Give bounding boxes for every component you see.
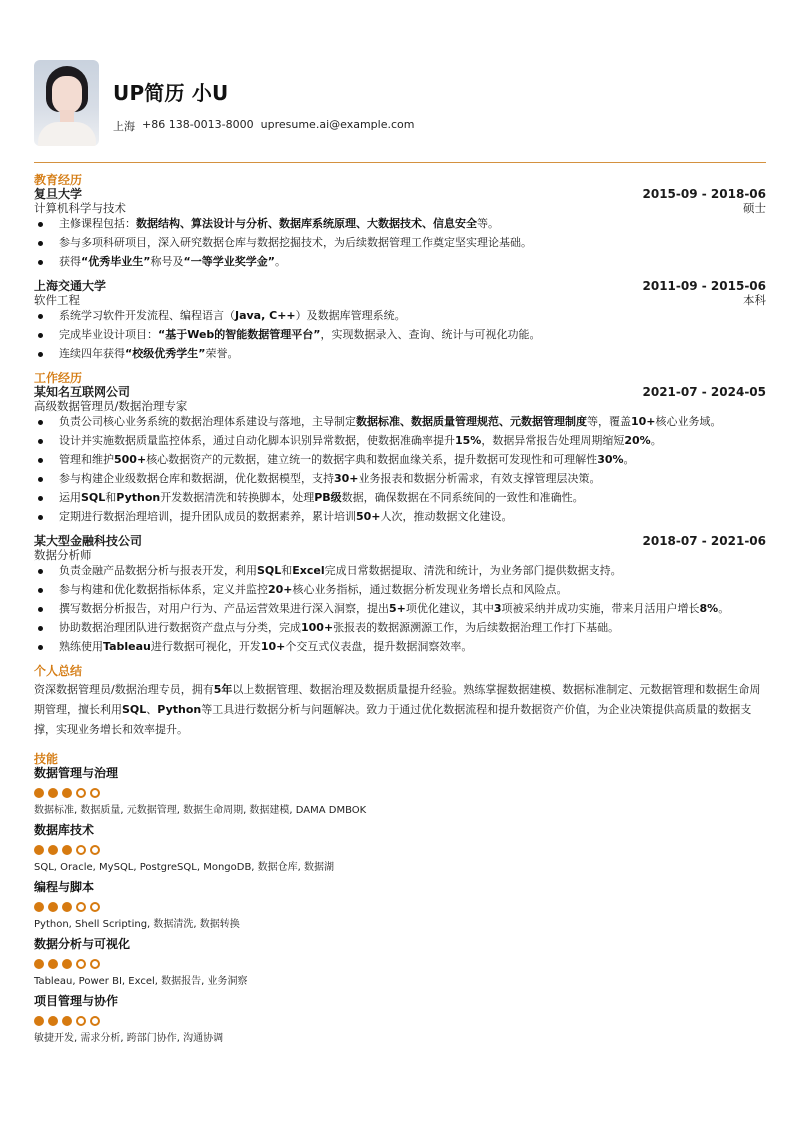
company-name: 某大型金融科技公司 <box>34 534 143 548</box>
empty-dot-icon <box>90 845 100 855</box>
skill-level-rating <box>34 845 766 855</box>
entry-subline <box>34 293 766 307</box>
work-entry <box>34 385 766 524</box>
date-range: 2018-07 - 2021-06 <box>642 534 766 548</box>
filled-dot-icon <box>62 959 72 969</box>
filled-dot-icon <box>48 845 58 855</box>
major: 计算机科学与技术 <box>34 201 126 215</box>
skill-item <box>34 994 766 1045</box>
bullet-item: 设计并实施数据质量监控体系，通过自动化脚本识别异常数据，使数据准确率提升15%，数据异常报告处理周期缩短20%。 <box>34 434 766 448</box>
skills-section <box>34 752 766 1045</box>
school-name: 上海交通大学 <box>34 279 107 293</box>
skill-name: 编程与脚本 <box>34 880 95 894</box>
skill-name: 数据管理与治理 <box>34 766 119 780</box>
summary-text: 资深数据管理员/数据治理专员，拥有5年以上数据管理、数据治理及数据质量提升经验。熟练掌握数据建模、数据标准制定、元数据管理和数据生命周期管理，擅长利用SQL、Python等工具进行数据分析与问题解决。致力于通过优化数据流程和提升数据资产价值，为企业决策提供高质量的数据支撑，实现业务增长和效率提升。 <box>34 683 761 736</box>
bullet-item: 运用SQL和Python开发数据清洗和转换脚本，处理PB级数据，确保数据在不同系统间的一致性和准确性。 <box>34 491 766 505</box>
skill-keywords: 数据标准, 数据质量, 元数据管理, 数据生命周期, 数据建模, DAMA DMBOK <box>34 805 367 816</box>
bullet-item: 管理和维护500+核心数据资产的元数据，建立统一的数据字典和数据血缘关系，提升数据可发现性和可理解性30%。 <box>34 453 766 467</box>
section-title-education: 教育经历 <box>34 173 83 187</box>
bullet-item: 撰写数据分析报告，对用户行为、产品运营效果进行深入洞察，提出5+项优化建议，其中3项被采纳并成功实施，带来月活用户增长8%。 <box>34 602 766 616</box>
skill-keywords: SQL, Oracle, MySQL, PostgreSQL, MongoDB, 数据仓库, 数据湖 <box>34 862 335 873</box>
entry-subline <box>34 201 766 215</box>
bullet-list <box>34 217 766 269</box>
bullet-item: 负责公司核心业务系统的数据治理体系建设与落地，主导制定数据标准、数据质量管理规范、元数据管理制度等，覆盖10+核心业务域。 <box>34 415 766 429</box>
date-range: 2021-07 - 2024-05 <box>642 385 766 399</box>
filled-dot-icon <box>34 959 44 969</box>
bullet-item: 定期进行数据治理培训，提升团队成员的数据素养，累计培训50+人次，推动数据文化建设。 <box>34 510 766 524</box>
skill-keywords: Python, Shell Scripting, 数据清洗, 数据转换 <box>34 919 240 930</box>
contact-line <box>113 118 414 134</box>
skill-level-rating <box>34 788 766 798</box>
entry-subline <box>34 399 766 413</box>
skill-name: 数据分析与可视化 <box>34 937 131 951</box>
bullet-item: 协助数据治理团队进行数据资产盘点与分类，完成100+张报表的数据源溯源工作，为后续数据治理工作打下基础。 <box>34 621 766 635</box>
empty-dot-icon <box>76 845 86 855</box>
skill-level-rating <box>34 959 766 969</box>
bullet-item: 获得“优秀毕业生”称号及“一等学业奖学金”。 <box>34 255 766 269</box>
filled-dot-icon <box>34 845 44 855</box>
bullet-item: 参与构建企业级数据仓库和数据湖，优化数据模型，支持30+业务报表和数据分析需求，有效支撑管理层决策。 <box>34 472 766 486</box>
header-divider <box>34 162 766 163</box>
education-entry <box>34 279 766 361</box>
date-range: 2015-09 - 2018-06 <box>642 187 766 201</box>
empty-dot-icon <box>76 788 86 798</box>
empty-dot-icon <box>90 788 100 798</box>
empty-dot-icon <box>76 959 86 969</box>
summary-section <box>34 664 766 740</box>
major: 软件工程 <box>34 293 80 307</box>
school-name: 复旦大学 <box>34 187 83 201</box>
empty-dot-icon <box>90 959 100 969</box>
filled-dot-icon <box>48 959 58 969</box>
filled-dot-icon <box>48 788 58 798</box>
contact-phone: +86 138-0013-8000 <box>142 117 254 131</box>
job-title: 数据分析师 <box>34 548 92 562</box>
section-title-work: 工作经历 <box>34 371 83 385</box>
portrait-face <box>52 76 82 114</box>
entry-header <box>34 385 766 399</box>
candidate-name: UP简历 小U <box>113 80 229 105</box>
filled-dot-icon <box>62 788 72 798</box>
bullet-item: 参与多项科研项目，深入研究数据仓库与数据挖掘技术，为后续数据管理工作奠定坚实理论基础。 <box>34 236 766 250</box>
skill-item <box>34 766 766 817</box>
date-range: 2011-09 - 2015-06 <box>642 279 766 293</box>
skill-keywords: Tableau, Power BI, Excel, 数据报告, 业务洞察 <box>34 976 248 987</box>
skill-item <box>34 823 766 874</box>
entry-header <box>34 279 766 293</box>
skill-keywords: 敏捷开发, 需求分析, 跨部门协作, 沟通协调 <box>34 1033 224 1044</box>
bullet-item: 系统学习软件开发流程、编程语言（Java, C++）及数据库管理系统。 <box>34 309 766 323</box>
entry-header <box>34 187 766 201</box>
bullet-item: 参与构建和优化数据指标体系，定义并监控20+核心业务指标，通过数据分析发现业务增长点和风险点。 <box>34 583 766 597</box>
filled-dot-icon <box>62 845 72 855</box>
filled-dot-icon <box>62 902 72 912</box>
work-entry <box>34 534 766 654</box>
job-title: 高级数据管理员/数据治理专家 <box>34 399 188 413</box>
empty-dot-icon <box>90 1016 100 1026</box>
bullet-item: 完成毕业设计项目：“基于Web的智能数据管理平台”，实现数据录入、查询、统计与可视化功能。 <box>34 328 766 342</box>
portrait-shirt <box>38 122 96 146</box>
avatar <box>34 60 99 146</box>
resume-page <box>34 58 766 1051</box>
bullet-list <box>34 564 766 654</box>
skill-name: 数据库技术 <box>34 823 95 837</box>
bullet-item: 熟练使用Tableau进行数据可视化，开发10+个交互式仪表盘，提升数据洞察效率。 <box>34 640 766 654</box>
bullet-list <box>34 415 766 524</box>
education-entry <box>34 187 766 269</box>
header-text <box>113 73 414 134</box>
empty-dot-icon <box>90 902 100 912</box>
skills-list <box>34 766 766 1045</box>
degree: 硕士 <box>743 201 766 215</box>
filled-dot-icon <box>48 1016 58 1026</box>
section-title-summary: 个人总结 <box>34 664 83 678</box>
bullet-item: 负责金融产品数据分析与报表开发，利用SQL和Excel完成日常数据提取、清洗和统计，为业务部门提供数据支持。 <box>34 564 766 578</box>
education-list <box>34 187 766 361</box>
filled-dot-icon <box>34 902 44 912</box>
filled-dot-icon <box>34 788 44 798</box>
education-section <box>34 173 766 361</box>
contact-email[interactable]: upresume.ai@example.com <box>260 117 415 131</box>
section-title-skills: 技能 <box>34 752 59 766</box>
degree: 本科 <box>743 293 766 307</box>
bullet-list <box>34 309 766 361</box>
entry-subline <box>34 548 766 562</box>
filled-dot-icon <box>62 1016 72 1026</box>
bullet-item: 连续四年获得“校级优秀学生”荣誉。 <box>34 347 766 361</box>
empty-dot-icon <box>76 1016 86 1026</box>
skill-name: 项目管理与协作 <box>34 994 119 1008</box>
work-list <box>34 385 766 654</box>
entry-header <box>34 534 766 548</box>
company-name: 某知名互联网公司 <box>34 385 131 399</box>
resume-header <box>34 58 766 148</box>
work-section <box>34 371 766 654</box>
bullet-item: 主修课程包括：数据结构、算法设计与分析、数据库系统原理、大数据技术、信息安全等。 <box>34 217 766 231</box>
skill-item <box>34 937 766 988</box>
empty-dot-icon <box>76 902 86 912</box>
skill-level-rating <box>34 1016 766 1026</box>
skill-item <box>34 880 766 931</box>
filled-dot-icon <box>48 902 58 912</box>
contact-city: 上海 <box>113 119 135 133</box>
filled-dot-icon <box>34 1016 44 1026</box>
skill-level-rating <box>34 902 766 912</box>
